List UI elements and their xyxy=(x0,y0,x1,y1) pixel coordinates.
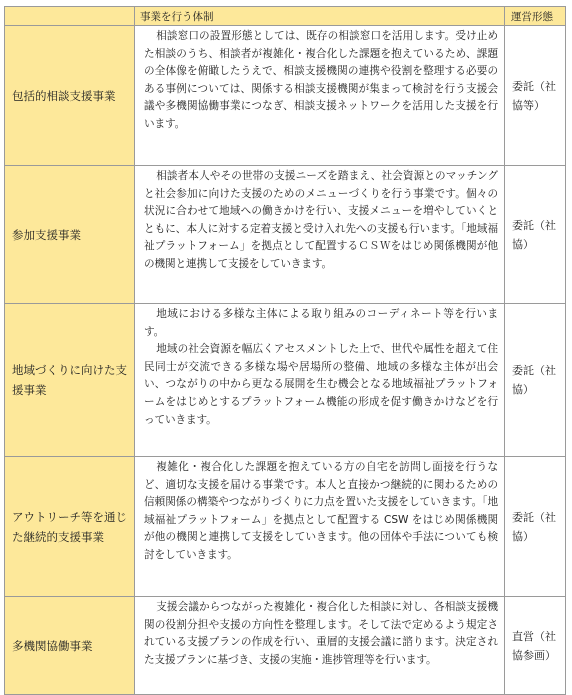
header-row xyxy=(5,7,566,26)
project-name: 多機関協働事業 xyxy=(5,597,135,695)
description-paragraph: 地域の社会資源を幅広くアセスメントした上で、世代や属性を超えて住民同士が交流できる多様な場や居場所の整備、地域の多様な主体が出会い、つながりの中から更なる展開を生む機会となる地域福祉プラットフォームをはじめとするプラットフォーム機能の形成を促す働きかけなどを行っていきます。 xyxy=(144,343,498,426)
description-paragraph: 地域における多様な主体による取り組みのコーディネート等を行います。 xyxy=(144,308,498,338)
project-name: アウトリーチ等を通じた継続的支援事業 xyxy=(5,457,135,597)
project-description xyxy=(135,166,505,304)
table-row xyxy=(5,457,566,597)
table-row xyxy=(5,304,566,457)
operation-mode: 委託（社協） xyxy=(505,166,566,304)
project-description xyxy=(135,304,505,457)
description-paragraph: 相談者本人やその世帯の支援ニーズを踏まえ、社会資源とのマッチングと社会参加に向けた支援のためのメニューづくりを行う事業です。個々の状況に合わせて地域への働きかけを行い、支援メニューを増やしていくとともに、本人に対する定着支援と受け入れ先への支援も行います。「地域福祉プラットフォーム」を拠点として配置するＣＳＷをはじめ関係機関が他の機関と連携して支援をしていきます。 xyxy=(144,170,498,270)
project-description xyxy=(135,26,505,166)
project-description xyxy=(135,597,505,695)
project-structure-table xyxy=(4,6,566,695)
operation-mode: 直営（社協参画） xyxy=(505,597,566,695)
table-row xyxy=(5,166,566,304)
header-operation-mode: 運営形態 xyxy=(505,7,566,26)
header-blank-cell xyxy=(5,7,135,26)
description-paragraph: 複雑化・複合化した課題を抱えている方の自宅を訪問し面接を行うなど、適切な支援を届ける事業です。本人と直接かつ継続的に関わるための信頼関係の構築やつながりづくりに力点を置いた支援をしていきます。「地域福祉プラットフォーム」を拠点として配置する CSW をはじめ関係機関が他の機関と連携して支援をしていきます。他の団体や手法についても検討をしていきます。 xyxy=(144,461,498,561)
operation-mode: 委託（社協等） xyxy=(505,26,566,166)
project-name: 地域づくりに向けた支援事業 xyxy=(5,304,135,457)
table-row xyxy=(5,597,566,695)
project-description xyxy=(135,457,505,597)
table-row xyxy=(5,26,566,166)
description-paragraph: 支援会議からつながった複雑化・複合化した相談に対し、各相談支援機関の役割分担や支援の方向性を整理します。そして法で定めるよう規定されている支援プランの作成を行い、重層的支援会議に諮ります。決定された支援プランに基づき、支援の実施・進捗管理等を行います。 xyxy=(144,601,498,666)
project-name: 参加支援事業 xyxy=(5,166,135,304)
description-paragraph: 相談窓口の設置形態としては、既存の相談窓口を活用します。受け止めた相談のうち、相談者が複雑化・複合化した課題を抱えているため、課題の全体像を俯瞰したうえで、相談支援機関の連携や役割を整理する必要のある事例については、関係する相談支援機関が集まって検討を行う支援会議や多機関協働事業につなぎ、相談支援ネットワークを活用した支援を行います。 xyxy=(144,30,498,130)
header-structure: 事業を行う体制 xyxy=(135,7,505,26)
operation-mode: 委託（社協） xyxy=(505,304,566,457)
operation-mode: 委託（社協） xyxy=(505,457,566,597)
project-name: 包括的相談支援事業 xyxy=(5,26,135,166)
